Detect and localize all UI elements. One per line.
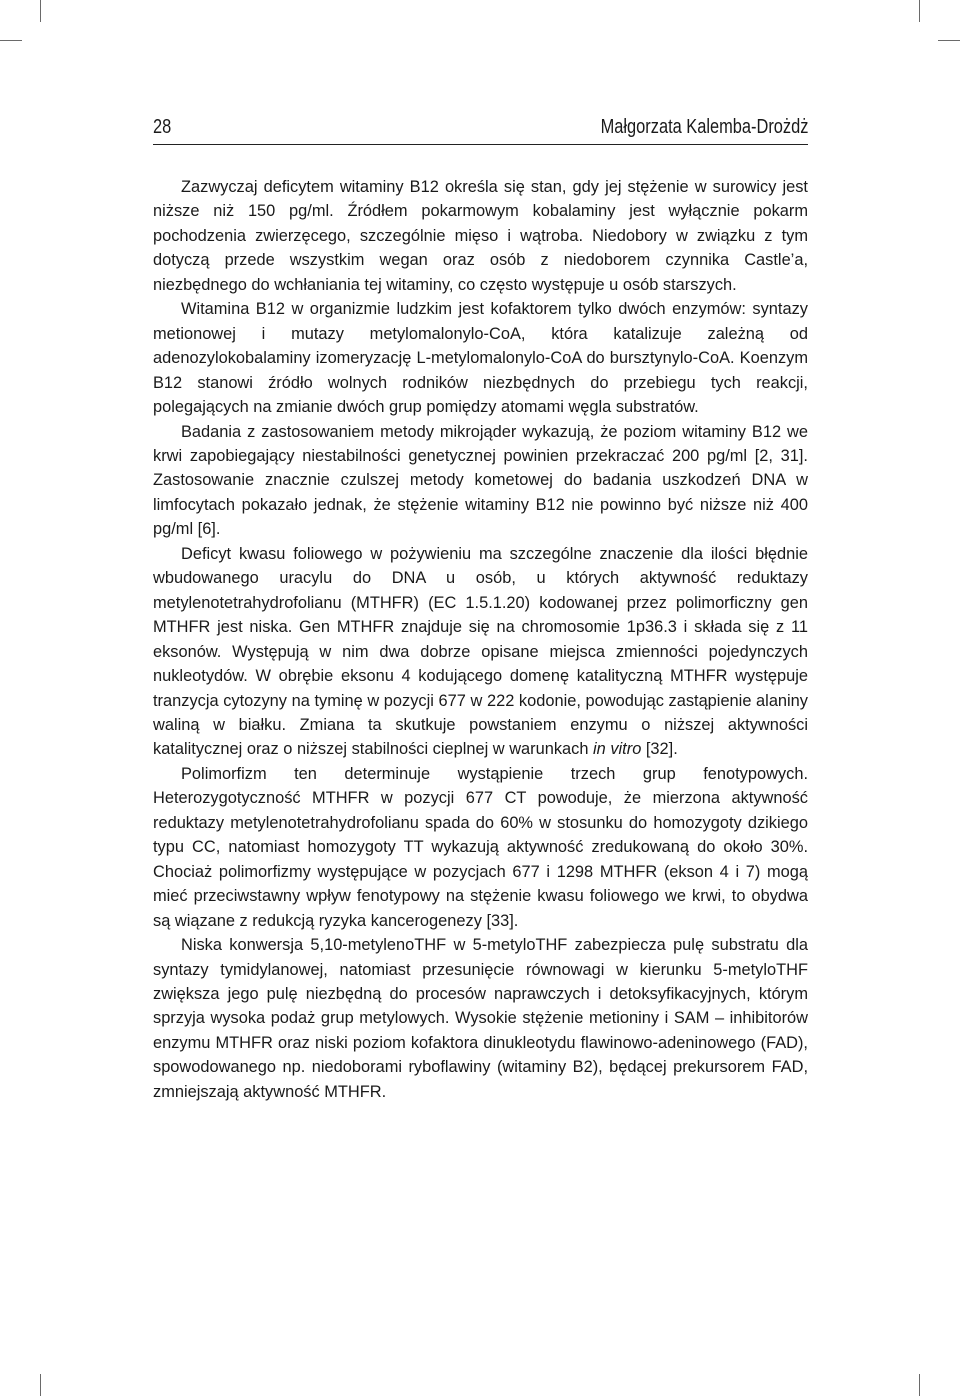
paragraph: Zazwyczaj deficytem witaminy B12 określa się stan, gdy jej stężenie w surowicy jest niższe niż 150 pg/ml. Źródłem pokarmowym kobalaminy jest wyłącznie pokarm pochodzenia zwierzęcego, szczególnie mięso i wątroba. Niedobory w związku z tym dotyczą przede wszystkim wegan oraz osób z niedoborem czynnika Castle’a, niezbędnego do wchłaniania tej witaminy, co często występuje u osób starszych. xyxy=(153,178,808,294)
crop-mark-top-right-horizontal xyxy=(938,40,960,41)
crop-mark-top-left-vertical xyxy=(40,0,41,22)
italic-term: in vitro xyxy=(593,740,642,759)
crop-mark-top-right-vertical xyxy=(919,0,920,22)
running-head-author: Małgorzata Kalemba-Drożdż xyxy=(600,116,808,138)
paragraph: Polimorfizm ten determinuje wystąpienie trzech grup fenotypowych. Heterozygotyczność MTHFR w pozycji 677 CT powoduje, że mierzona aktywność reduktazy metylenotetrahydrofolianu spada do 60% w stosunku do homozygoty dzikiego typu CC, natomiast homozygoty TT wykazują aktywność zredukowaną do około 30%. Chociaż polimorfizmy występujące w pozycjach 677 i 1298 MTHFR (ekson 4 i 7) mogą mieć przeciwstawny wpływ fenotypowy na stężenie kwasu foliowego we krwi, to obydwa są wiązane z redukcją ryzyka kancerogenezy [33]. xyxy=(153,764,808,930)
page-number: 28 xyxy=(153,116,172,138)
crop-mark-bottom-left-vertical xyxy=(40,1374,41,1396)
citation: [32]. xyxy=(641,740,678,759)
paragraph: Niska konwersja 5,10-metylenoTHF w 5-metyloTHF zabezpiecza pulę substratu dla syntazy tymidylanowej, natomiast przesunięcie równowagi w kierunku 5-metyloTHF zwiększa jego pulę niezbędną do procesów naprawczych i detoksyfikacyjnych, którym sprzyja wysoka podaż grup metylowych. Wysokie stężenie metioniny i SAM – inhibitorów enzymu MTHFR oraz niski poziom kofaktora dinukleotydu flawinowo-adeninowego (FAD), spowodowanego np. niedoborami ryboflawiny (witaminy B2), będącej prekursorem FAD, zmniejszają aktywność MTHFR. xyxy=(153,936,808,1101)
paragraph: Badania z zastosowaniem metody mikrojąder wykazują, że poziom witaminy B12 we krwi zapobiegający niestabilności genetycznej powinien przekraczać 200 pg/ml [2, 31]. Zastosowanie znacznie czulszej metody kometowej do badania uszkodzeń DNA w limfocytach pokazało jednak, że stężenie witaminy B12 nie powinno być niższe niż 400 pg/ml [6]. xyxy=(153,422,808,539)
paragraph xyxy=(153,542,808,762)
body-text xyxy=(153,175,808,1104)
paragraph-text: Deficyt kwasu foliowego w pożywieniu ma szczególne znaczenie dla ilości błędnie wbudowanego uracylu do DNA u osób, u których aktywność reduktazy metylenotetrahydrofolianu (MTHFR) (EC 1.5.1.20) kodowanej przez polimorficzny gen MTHFR jest niska. Gen MTHFR znajduje się na chromosomie 1p36.3 i składa się z 11 eksonów. Występują w nim dwa dobrze opisane miejsca zmienności pojedynczych nukleotydów. W obrębie eksonu 4 kodującego domenę katalityczną MTHFR występuje tranzycja cytozyny na tyminę w pozycji 677 w 222 kodonie, powodując zastąpienie alaniny waliną w białku. Zmiana ta skutkuje powstaniem enzymu o niższej aktywności katalitycznej oraz o niższej stabilności cieplnej w warunkach xyxy=(153,544,808,759)
paragraph: Witamina B12 w organizmie ludzkim jest kofaktorem tylko dwóch enzymów: syntazy metionowej i mutazy metylomalonylo-CoA, która katalizuje zależną od adenozylokobalaminy izomeryzację L-metylomalonylo-CoA do bursztynylo-CoA. Koenzym B12 stanowi źródło wolnych rodników niezbędnych do przebiegu tych reakcji, polegających na zmianie dwóch grup pomiędzy atomami węgla substratów. xyxy=(153,300,808,417)
page-header xyxy=(153,110,808,145)
crop-mark-top-left-horizontal xyxy=(0,40,22,41)
crop-mark-bottom-right-vertical xyxy=(919,1374,920,1396)
